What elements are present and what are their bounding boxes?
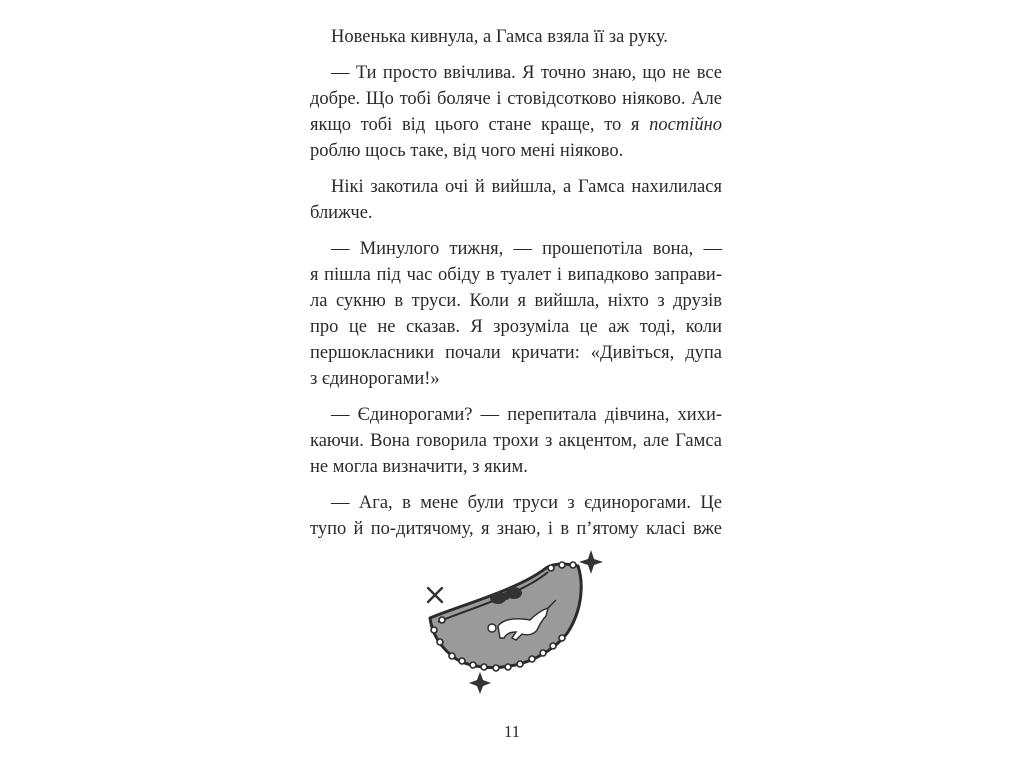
text-segment: якщо тобі від цього стане краще, то я	[310, 115, 650, 135]
text-line	[310, 112, 722, 138]
text-line: з єдинорогами!»	[310, 369, 440, 389]
text-line: не могла визначити, з яким.	[310, 457, 528, 477]
text-line: ла сукню в труси. Коли я вийшла, ніхто з друзів	[310, 291, 722, 311]
sparkle-icon	[428, 588, 442, 602]
sparkle-icon	[469, 672, 491, 694]
text-line: — Єдинорогами? — перепитала дівчина, хихи-	[331, 405, 722, 425]
text-line: першокласники почали кричати: «Дивіться, дупа	[310, 343, 722, 363]
unicorn-underwear-illustration	[418, 548, 608, 698]
text-line: роблю щось таке, від чого мені ніяково.	[310, 141, 624, 161]
text-line: Нікі закотила очі й вийшла, а Гамса нахилилася	[331, 177, 722, 197]
text-line: я пішла під час обіду в туалет і випадково заправи-	[310, 265, 722, 285]
text-line: добре. Що тобі боляче і стовідсотково ніяково. Але	[310, 89, 722, 109]
text-line: Новенька кивнула, а Гамса взяла її за руку.	[331, 27, 668, 47]
text-line: каючи. Вона говорила трохи з акцентом, але Гамса	[310, 431, 722, 451]
emphasis-text: постійно	[649, 115, 722, 135]
text-line: ближче.	[310, 203, 373, 223]
text-line: тупо й по-дитячому, я знаю, і в п’ятому класі вже	[310, 519, 722, 539]
sparkle-icon	[579, 550, 603, 574]
text-line: — Ти просто ввічлива. Я точно знаю, що не все	[331, 63, 722, 83]
text-line: — Ага, в мене були труси з єдинорогами. Це	[331, 493, 722, 513]
text-line: — Минулого тижня, — прошепотіла вона, —	[331, 239, 722, 259]
text-line: про це не сказав. Я зрозуміла це аж тоді, коли	[310, 317, 722, 337]
page-number: 11	[503, 722, 521, 741]
